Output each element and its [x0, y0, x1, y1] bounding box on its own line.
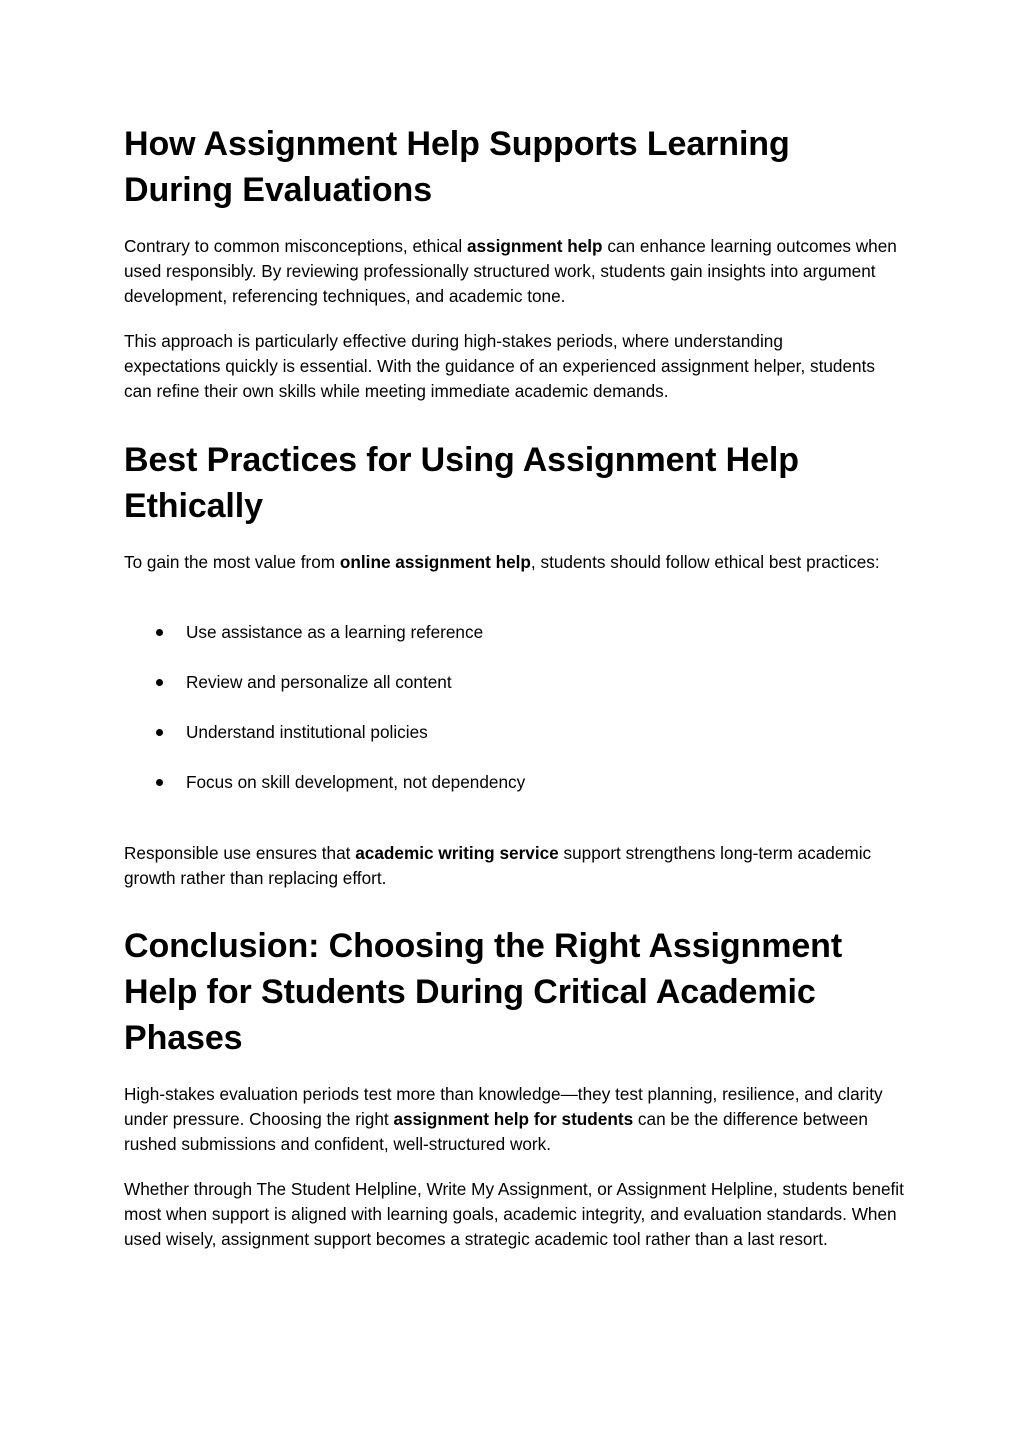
list-item-text: Review and personalize all content — [186, 672, 452, 692]
bullet-icon — [156, 729, 163, 736]
bullet-icon — [156, 629, 163, 636]
paragraph-misconceptions — [124, 234, 904, 309]
bold-keyword: online assignment help — [339, 552, 531, 572]
paragraph-text: To gain the most value from — [124, 552, 340, 572]
list-item — [124, 770, 525, 820]
heading-line: During Evaluations — [124, 171, 433, 209]
list-item-text: Understand institutional policies — [186, 722, 428, 742]
paragraph-text: can be the difference between rushed submissions and confident, well-structured work. — [124, 1109, 868, 1154]
list-item-text: Use assistance as a learning reference — [186, 622, 484, 642]
heading-line: Help for Students During Critical Academic — [124, 973, 816, 1011]
heading-line: Conclusion: Choosing the Right Assignment — [124, 927, 843, 965]
heading-line: Ethically — [124, 487, 263, 525]
bullet-icon — [156, 779, 163, 786]
bold-keyword: assignment help for students — [393, 1109, 634, 1129]
paragraph-text: , students should follow ethical best practices: — [530, 552, 880, 572]
paragraph-text: High-stakes evaluation periods test more than knowledge—they test planning, resilience, and clarity under pressure. Choosing the right — [124, 1084, 883, 1129]
paragraph-high-stakes-conclusion — [124, 1082, 884, 1157]
bold-keyword: academic writing service — [355, 843, 559, 863]
list-item-text: Focus on skill development, not dependency — [186, 772, 526, 792]
section-heading-best-practices — [124, 437, 904, 529]
paragraph-high-stakes — [124, 329, 884, 404]
heading-line: Best Practices for Using Assignment Help — [124, 441, 799, 479]
paragraph-text: Contrary to common misconceptions, ethical — [124, 236, 467, 256]
paragraph-final — [124, 1177, 904, 1252]
paragraph-text: support strengthens long-term academic growth rather than replacing effort. — [124, 843, 872, 888]
paragraph-responsible-use — [124, 841, 884, 891]
paragraph-text: This approach is particularly effective during high-stakes periods, where understanding expectations quickly is essential. With the guidance of an experienced assignment helper, students can refine their own skills while meeting immediate academic demands. — [124, 331, 875, 401]
paragraph-text: can enhance learning outcomes when used responsibly. By reviewing professionally structured work, students gain insights into argument development, referencing techniques, and academic tone. — [124, 236, 897, 306]
list-item — [124, 720, 525, 770]
paragraph-text: Whether through The Student Helpline, Write My Assignment, or Assignment Helpline, students benefit most when support is aligned with learning goals, academic integrity, and evaluation standards. When used wisely, assignment support becomes a strategic academic tool rather than a last resort. — [124, 1179, 904, 1249]
paragraph-text: Responsible use ensures that — [124, 843, 356, 863]
list-item — [124, 670, 525, 720]
section-heading-learning-support — [124, 121, 904, 213]
bold-keyword: assignment help — [466, 236, 603, 256]
paragraph-best-practices-intro — [124, 550, 884, 575]
section-heading-conclusion — [124, 923, 904, 1061]
list-item — [124, 620, 525, 670]
bullet-icon — [156, 679, 163, 686]
heading-line: How Assignment Help Supports Learning — [124, 125, 790, 163]
best-practices-list — [124, 620, 525, 820]
heading-line: Phases — [124, 1019, 243, 1057]
